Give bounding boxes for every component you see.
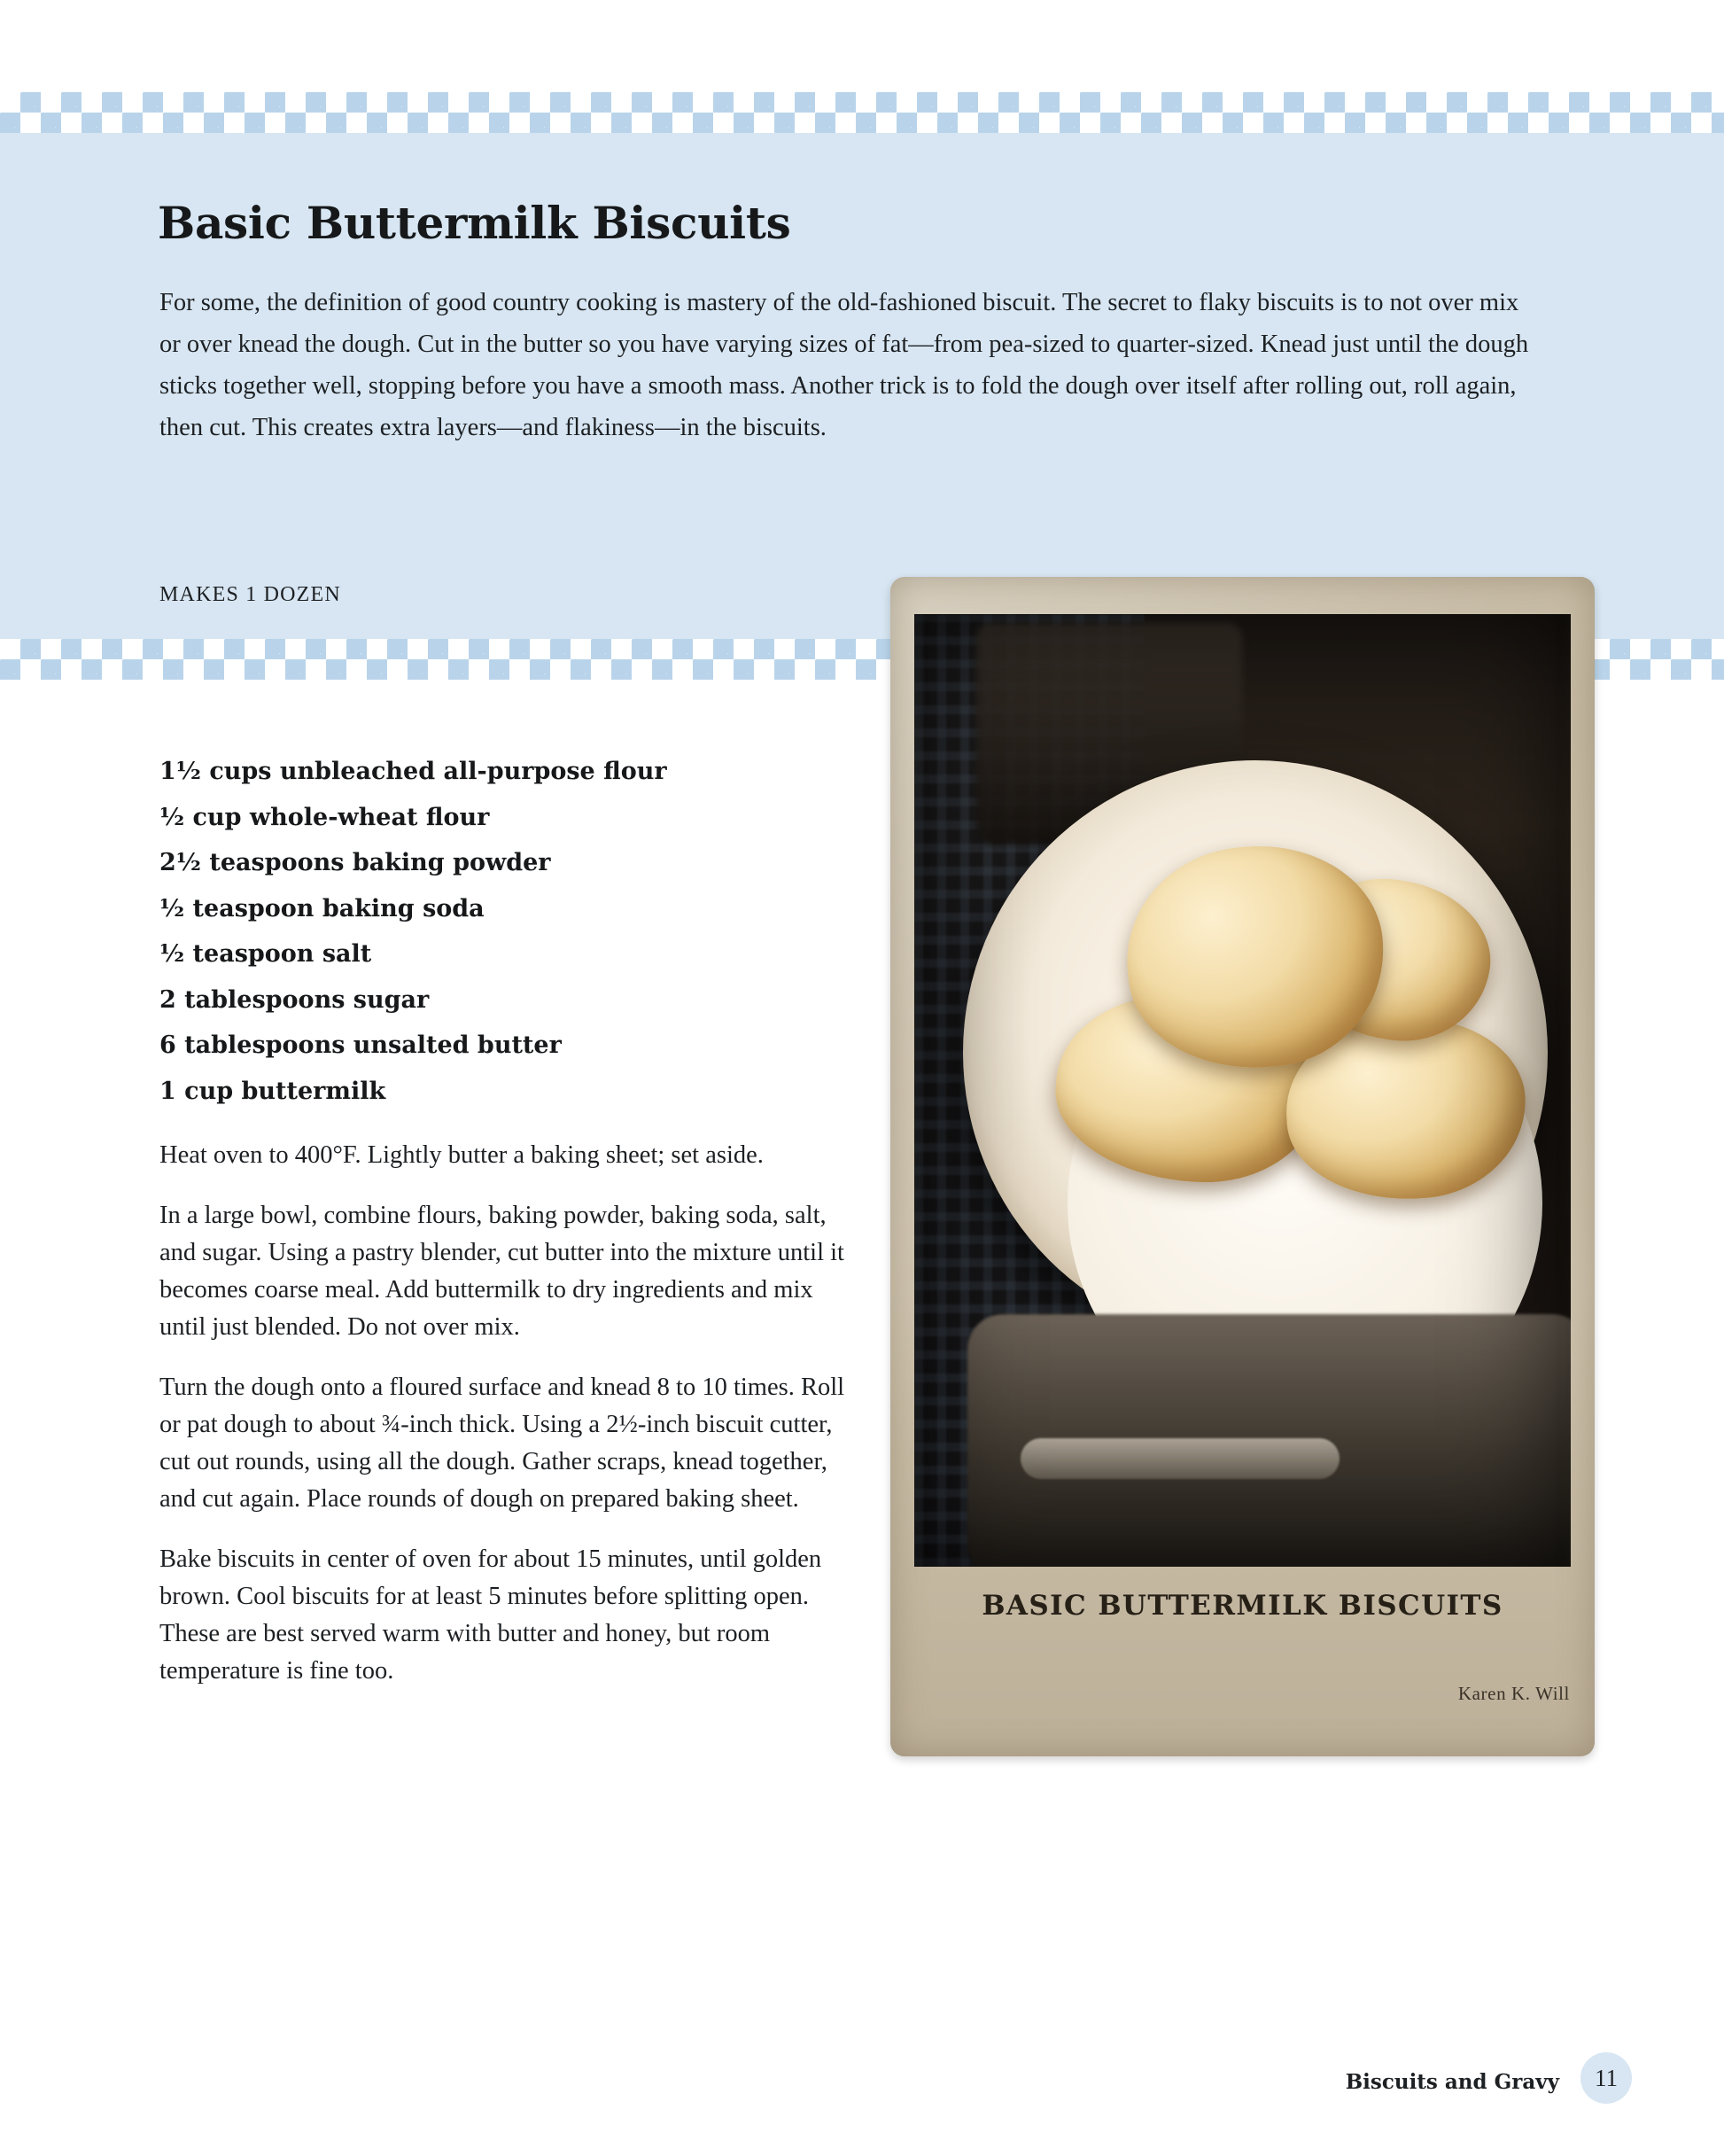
list-item: 2 tablespoons sugar: [159, 985, 430, 1014]
list-item: 2½ teaspoons baking powder: [159, 849, 551, 876]
photo-caption: BASIC BUTTERMILK BISCUITS: [982, 1590, 1503, 1622]
method-step: Bake biscuits in center of oven for about 15 minutes, until golden brown. Cool biscuits for at least 5 minutes before splitting open. These are best served warm with butter and honey, but room temperature is fine too.: [159, 1545, 822, 1685]
list-item: ½ cup whole-wheat flour: [159, 803, 490, 831]
photo-credit: Karen K. Will: [1457, 1683, 1570, 1704]
recipe-photo-card: [890, 577, 1595, 1756]
list-item: ½ teaspoon baking soda: [159, 894, 485, 922]
page-number-badge: 11: [1580, 2052, 1632, 2104]
photo-frame: [914, 614, 1571, 1567]
footer-chapter-label: Biscuits and Gravy: [1345, 2070, 1559, 2094]
list-item: ½ teaspoon salt: [159, 940, 372, 968]
list-item: 1½ cups unbleached all-purpose flour: [159, 758, 667, 785]
method-step: Turn the dough onto a floured surface and knead 8 to 10 times. Roll or pat dough to about ¾-inch thick. Using a 2½-inch biscuit cutter, cut out rounds, using all the dough. Gather scraps, knead together, and cut again. Place rounds of dough on prepared baking sheet.: [159, 1374, 845, 1513]
ingredient-list: [159, 749, 833, 1114]
list-item: 6 tablespoons unsalted butter: [159, 1031, 562, 1059]
list-item: 1 cup buttermilk: [159, 1077, 386, 1105]
page-title: Basic Buttermilk Biscuits: [158, 197, 791, 249]
photo-vignette: [914, 614, 1571, 1567]
method-steps: [159, 1137, 859, 1713]
method-step: Heat oven to 400°F. Lightly butter a baking sheet; set aside.: [159, 1141, 764, 1169]
biscuits-photo: [914, 614, 1571, 1567]
intro-paragraph: For some, the definition of good country cooking is mastery of the old-fashioned biscuit. The secret to flaky biscuits is to not over mix or over knead the dough. Cut in the butter so you have varying sizes of fat—from pea-sized to quarter-sized. Knead just until the dough sticks together well, stopping before you have a smooth mass. Another trick is to fold the dough over itself after rolling out, roll again, then cut. This creates extra layers—and flakiness—in the biscuits.: [159, 289, 1529, 441]
method-step: In a large bowl, combine flours, baking powder, baking soda, salt, and sugar. Using a pastry blender, cut butter into the mixture until it becomes coarse meal. Add buttermilk to dry ingredients and mix until just blended. Do not over mix.: [159, 1202, 844, 1341]
yield-label: MAKES 1 DOZEN: [159, 583, 341, 606]
